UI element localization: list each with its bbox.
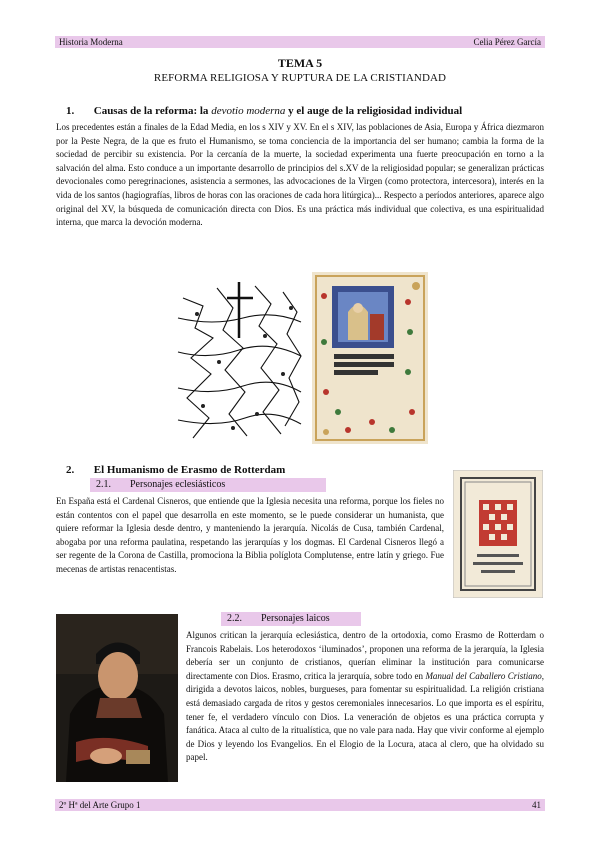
subsection-2-2-paragraph [186, 629, 544, 765]
woodcut-image [173, 278, 305, 442]
doc-title: TEMA 5 [277, 56, 323, 70]
section2-heading [66, 464, 466, 476]
subsection-2-2-text-pre: Algunos critican la jerarquía eclesiástica, dentro de la ortodoxia, como Erasmo de Rotterdam o Francois Rabelais. Los heterodoxos ‘iluminados’, proponen una reforma de la jerarquía, la Iglesia debería ser un conjunto de cristianos, querían eliminar la institución para comunicarse directamente con Dios. Erasmo, critica la jerarquía, sobre todo en [186, 630, 544, 681]
page-footer [55, 799, 545, 811]
subsection-2-2-text-em: Manual del Caballero Cristiano [425, 670, 542, 681]
section1-number: 1. [66, 105, 75, 117]
header-course: Historia Moderna [59, 37, 123, 47]
subsection-2-1-paragraph: En España está el Cardenal Cisneros, que entiende que la Iglesia necesita una reforma, porque los fieles no están contentos con el papel que desarrolla en este momento, se le puede considerar un humanista, que quiere reformar la Iglesia desde dentro, y manteniendo la jerarquía. Nicolás de Cusa, también Cardenal, abogaba por una reforma paulatina, respetando las jerarquías y los dogmas. El Cardenal Cisneros llegó a ser regente de la Corona de Castilla, promociona la Biblia políglota Complutense, entre latín y griego. Fue mecenas de artistas renacentistas. [56, 496, 444, 574]
subsection-2-2-text-post: , dirigida a devotos laicos, nobles, burgueses, para fomentar su espiritualidad. La religión cristiana está demasiado cargada de ritos y gestos ceremoniales innecesarios. Lo que importa es el espíritu, tener fe, el verdadero vínculo con Dios. La veneración de objetos es una práctica corrupta y fanática. Ataca al culto de la ritualística, que no vale para nada. Hay que vivir conforme al ejemplo de Dios y leyendo los Evangelios. En el Elogio de la Locura, ataca al clero, que ha olvidado su papel. [186, 670, 544, 763]
subsection-2-1-number: 2.1. [96, 479, 111, 490]
section1-heading-em: devotio moderna [211, 105, 286, 117]
section1-heading-post: y el auge de la religiosidad individual [285, 105, 463, 117]
section1-heading-pre: Causas de la reforma: la [93, 105, 212, 117]
subsection-2-2-title: Personajes laicos [261, 613, 330, 624]
erasmus-portrait-image [56, 614, 178, 782]
header-author: Celia Pérez García [473, 37, 541, 47]
section2-heading-text: El Humanismo de Erasmo de Rotterdam [93, 464, 286, 476]
section1-paragraph: Los precedentes están a finales de la Edad Media, en los s XIV y XV. En el s XIV, las poblaciones de Asia, Europa y África diezmaron por la Peste Negra, de la que es fruto el Humanismo, se toma conciencia de la importancia del ser humano; cambia la forma de la sociedad de percibir su existencia. Por la cercanía de la muerte, la sociedad experimenta una fuerte preocupación en torno a la salvación del alma. Esto conduce a un importante desarrollo de principios del s.XV de la religiosidad popular; se generalizan prácticas devocionales como peregrinaciones, asistencia a sermones, las advocaciones de la Virgen (como protectora, intercesora), interés en la vida de los santos (hagiografías, libros de horas con las oraciones de cada hora litúrgica)... Respecto a períodos anteriores, aparece algo original del XV, la búsqueda de comunicación directa con Dios. Es una práctica más individual que colectiva, es una espiritualidad interna, que marca la devoción moderna. [56, 122, 544, 228]
subsection-2-2-number: 2.2. [227, 613, 242, 624]
footer-page-number: 41 [532, 800, 541, 810]
illuminated-manuscript-image [312, 272, 428, 444]
polyglot-bible-cover-image [453, 470, 543, 598]
doc-subtitle: REFORMA RELIGIOSA Y RUPTURA DE LA CRISTIANDAD [153, 72, 447, 84]
page-header [55, 36, 545, 48]
footer-course-group: 2º Hª del Arte Grupo 1 [59, 800, 141, 810]
subsection-2-1-heading [90, 478, 326, 492]
subsection-2-2-heading [221, 612, 361, 626]
section1-heading [66, 105, 546, 117]
section2-number: 2. [66, 464, 75, 476]
subsection-2-1-title: Personajes eclesiásticos [130, 479, 226, 490]
